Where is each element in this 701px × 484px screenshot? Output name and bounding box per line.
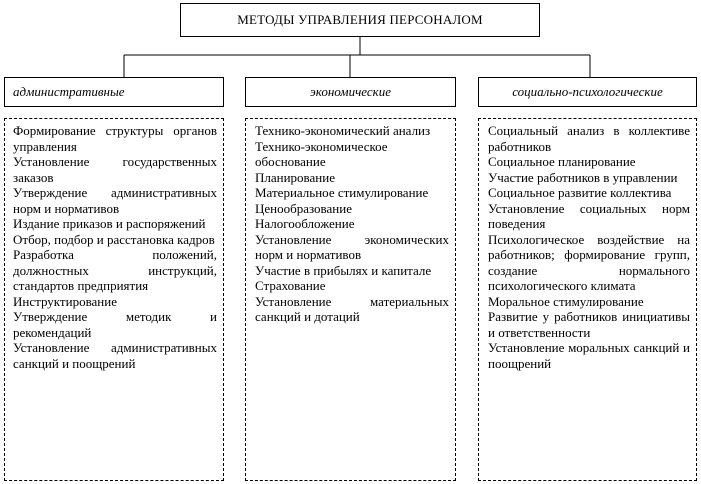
list-item: Утверждение методик и рекомендаций [13,309,217,340]
list-item: Социальное развитие коллектива [488,185,672,200]
list-item: Установление материальных санкций и дотаций [255,293,449,324]
list-item: Социальное планирование [488,154,636,169]
list-item: Страхование [255,278,326,293]
list-item: Инструктирование [13,293,117,309]
list-item: Формирование структуры органов управления [13,123,217,154]
list-item: Налогообложение [255,216,355,231]
list-item: Ценообразование [255,200,352,216]
method-list [13,123,217,371]
list-item: Планирование [255,169,335,185]
list-item: Установление государственных заказов [13,154,217,185]
list-item: Отбор, подбор и расстановка кадров [13,231,215,247]
list-item: Психологическое воздействие на работников; формирование групп, создание нормального психологического климата [488,231,690,293]
list-item: Материальное стимулирование [255,185,429,200]
header-administrative: административные [4,77,224,107]
list-item: Технико-экономический анализ [255,123,431,138]
list-item: Развитие у работников инициативы и ответственности [488,309,690,340]
list-item: Установление социальных норм поведения [488,200,690,231]
header-economic: экономические [245,77,456,107]
list-social-psychological [478,118,697,481]
diagram-title: МЕТОДЫ УПРАВЛЕНИЯ ПЕРСОНАЛОМ [180,3,540,37]
list-item: Технико-экономическое обоснование [255,138,388,169]
list-item: Установление экономических норм и нормативов [255,231,449,262]
list-economic [245,118,456,481]
list-item: Участие работников в управлении [488,169,678,185]
list-item: Разработка положений, должностных инструкций, стандартов предприятия [13,247,217,293]
list-item: Установление моральных санкций и поощрений [488,340,690,371]
list-administrative [4,118,224,481]
header-social-psychological: социально-психологические [478,77,697,107]
list-item: Социальный анализ в коллективе работников [488,123,690,154]
method-list [255,123,449,325]
list-item: Участие в прибылях и капитале [255,262,432,278]
list-item: Установление административных санкций и поощрений [13,340,217,371]
list-item: Издание приказов и распоряжений [13,216,206,231]
list-item: Моральное стимулирование [488,293,644,309]
list-item: Утверждение административных норм и нормативов [13,185,217,216]
method-list [488,123,690,371]
